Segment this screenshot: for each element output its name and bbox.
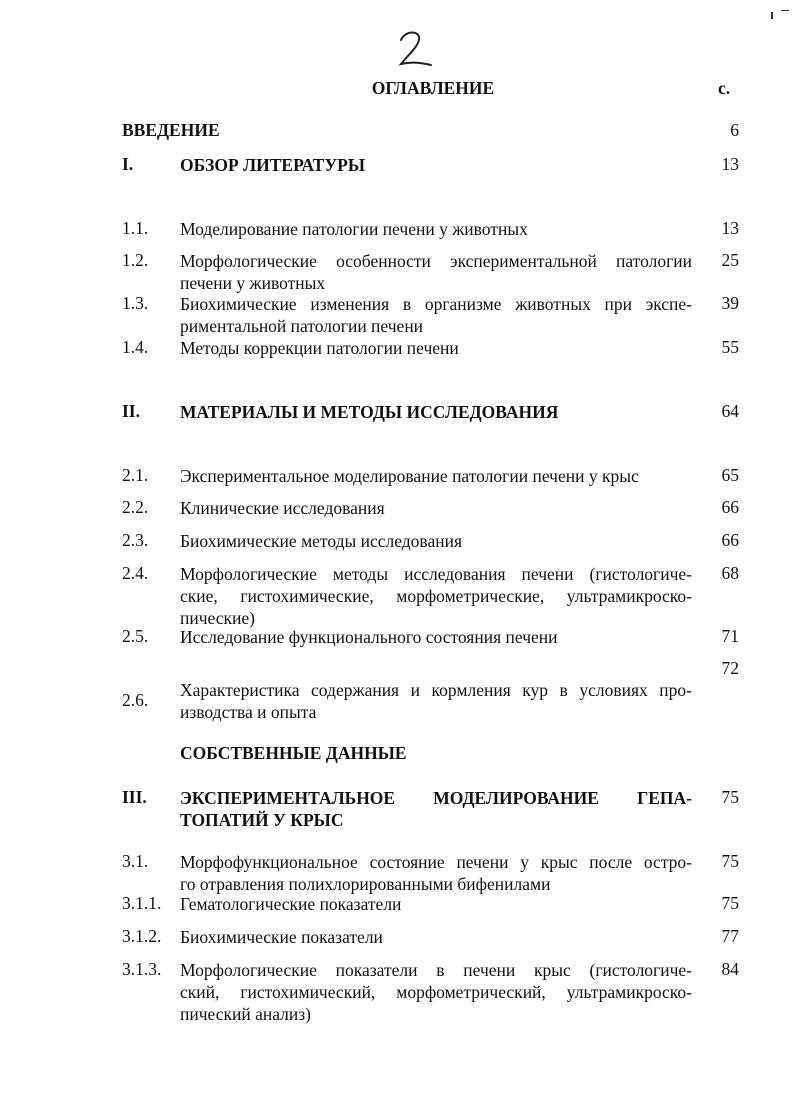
toc-entry-title-line: изводства и опыта — [180, 702, 317, 722]
toc-entry-title — [180, 893, 692, 915]
toc-entry-title — [180, 679, 692, 723]
toc-entry-title-line: ский, гистохимический, морфометрический, ультрамикроско- — [180, 982, 692, 1002]
toc-entry-page: 65 — [721, 465, 739, 485]
toc-entry-page: 25 — [721, 250, 739, 270]
toc-entry-number: 2.1. — [122, 465, 149, 485]
toc-entry-title-line: Морфологические показатели в печени крыс (гистологиче- — [180, 960, 692, 980]
toc-entry-page: 64 — [721, 401, 739, 421]
toc-entry-title-line: Характеристика содержания и кормления кур в условиях про- — [180, 680, 692, 700]
toc-entry-title-line: ские, гистохимические, морфометрические, ультрамикроско- — [180, 586, 692, 606]
toc-entry-title-line: Морфологические особенности экспериментальной патологии — [180, 251, 692, 271]
toc-entry-title-line: ТОПАТИЙ У КРЫС — [180, 810, 344, 830]
toc-entry-title — [180, 497, 692, 519]
toc-entry-title — [180, 926, 692, 948]
toc-entry-number: 1.3. — [122, 293, 149, 313]
handwritten-page-number — [395, 28, 435, 75]
toc-entry-title-line: Биохимические изменения в организме животных при экспе- — [180, 294, 692, 314]
toc-entry-page: 68 — [721, 563, 739, 583]
toc-entry-number: 2.2. — [122, 497, 149, 517]
toc-entry-page: 66 — [721, 530, 739, 550]
toc-entry-title-line: Клинические исследования — [180, 498, 385, 518]
toc-entry-page: 75 — [721, 787, 739, 807]
toc-entry-page: 39 — [721, 293, 739, 313]
toc-entry-number: 3.1. — [122, 851, 149, 871]
scan-mark — [771, 12, 773, 19]
toc-entry-number: 2.3. — [122, 530, 149, 550]
toc-entry-number: 1.1. — [122, 218, 149, 238]
toc-entry-number: 1.2. — [122, 250, 149, 270]
toc-entry-page: 75 — [721, 851, 739, 871]
toc-entry-title-line: пический анализ) — [180, 1004, 312, 1024]
toc-entry-number: 2.4. — [122, 563, 149, 583]
toc-entry-title-line: Морфофункциональное состояние печени у крыс после остро- — [180, 852, 692, 872]
toc-entry-page: 6 — [730, 120, 739, 140]
toc-entry-page: 71 — [721, 626, 739, 646]
toc-entry-title — [180, 742, 692, 764]
toc-entry-title — [180, 154, 692, 176]
toc-entry-page: 13 — [721, 154, 739, 174]
toc-entry-number: 2.6. — [122, 690, 149, 710]
toc-entry-title — [180, 293, 692, 337]
toc-entry-page: 84 — [721, 959, 739, 979]
toc-entry-page: 55 — [721, 337, 739, 357]
toc-entry-title — [180, 530, 692, 552]
toc-entry-title-line: МАТЕРИАЛЫ И МЕТОДЫ ИССЛЕДОВАНИЯ — [180, 402, 559, 422]
toc-entry-title — [180, 337, 692, 359]
toc-entry-title — [180, 218, 692, 240]
toc-entry-number: II. — [122, 401, 140, 421]
page-title: ОГЛАВЛЕНИЕ — [371, 78, 495, 98]
toc-entry-title-line: го отравления полихлорированными бифенилами — [180, 874, 551, 894]
toc-entry-number: 3.1.2. — [122, 926, 162, 946]
toc-entry-title — [180, 851, 692, 895]
toc-entry-title-line: Морфологические методы исследования печени (гистологиче- — [180, 564, 692, 584]
toc-entry-title-line: пические) — [180, 608, 255, 628]
toc-entry-page: 75 — [721, 893, 739, 913]
toc-entry-title — [180, 465, 692, 487]
toc-entry-title-line: Моделирование патологии печени у животных — [180, 219, 528, 239]
toc-entry-title-line: Экспериментальное моделирование патологии печени у крыс — [180, 466, 639, 486]
toc-entry-title — [180, 787, 692, 831]
toc-entry-number: ВВЕДЕНИЕ — [122, 120, 220, 140]
toc-entry-title-line: Биохимические методы исследования — [180, 531, 463, 551]
toc-entry-number: III. — [122, 787, 147, 807]
toc-entry-number: I. — [122, 154, 134, 174]
scan-mark — [781, 10, 789, 11]
toc-entry-title-line: СОБСТВЕННЫЕ ДАННЫЕ — [180, 743, 407, 763]
toc-entry-title — [180, 250, 692, 294]
toc-entry-title-line: ОБЗОР ЛИТЕРАТУРЫ — [180, 155, 366, 175]
toc-entry-title — [180, 959, 692, 1025]
toc-entry-number: 3.1.1. — [122, 893, 162, 913]
toc-entry-title-line: ЭКСПЕРИМЕНТАЛЬНОЕ МОДЕЛИРОВАНИЕ ГЕПА- — [180, 788, 692, 808]
toc-entry-number: 1.4. — [122, 337, 149, 357]
toc-entry-number: 3.1.3. — [122, 959, 162, 979]
toc-entry-title-line: риментальной патологии печени — [180, 316, 424, 336]
page-column-label: с. — [718, 78, 731, 98]
toc-entry-page: 13 — [721, 218, 739, 238]
toc-entry-number: 2.5. — [122, 626, 149, 646]
toc-entry-title-line: Методы коррекции патологии печени — [180, 338, 459, 358]
toc-entry-title-line: Биохимические показатели — [180, 927, 383, 947]
toc-entry-title — [180, 563, 692, 629]
toc-entry-title-line: Исследование функционального состояния печени — [180, 627, 558, 647]
toc-entry-page: 72 — [721, 658, 739, 678]
toc-entry-title-line: Гематологические показатели — [180, 894, 402, 914]
toc-entry-page: 66 — [721, 497, 739, 517]
toc-entry-title — [180, 401, 692, 423]
toc-entry-title — [180, 626, 692, 648]
toc-entry-title-line: печени у животных — [180, 273, 326, 293]
toc-entry-page: 77 — [721, 926, 739, 946]
